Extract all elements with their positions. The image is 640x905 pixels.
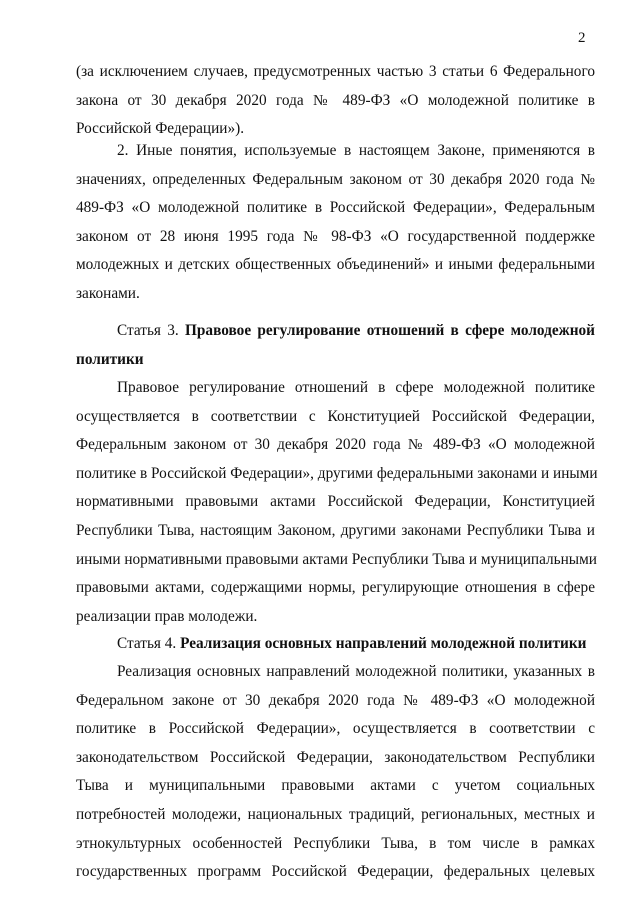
article-4-heading-line [76,630,595,659]
article-4-prefix: Статья 4. [117,635,177,652]
text-line: осуществляется в соответствии с Конституцией Российской Федерации, [76,407,595,425]
article-3-heading [76,317,595,374]
article-3-body [76,374,598,631]
article-3-prefix: Статья 3. [117,322,179,339]
paragraph-item-2 [76,137,595,309]
text-line: законом от 28 июня 1995 года № 98-ФЗ «О государственной поддержке [76,227,595,245]
text-line: законами. [76,284,140,302]
article-3-title: Правовое регулирование отношений в сфере молодежной [185,322,596,339]
article-4-heading [76,630,595,659]
article-3-title-cont: политики [76,350,144,368]
text-line: значениях, определенных Федеральным законом от 30 декабря 2020 года № [76,170,595,188]
text-line: 2. Иные понятия, используемые в настоящем Законе, применяются в [117,142,595,159]
text-line: законодательством Российской Федерации, законодательством Республики [76,748,595,766]
text-line: этнокультурных особенностей Республики Тыва, в том числе в рамках [76,834,595,852]
text-line: правовыми актами, содержащими нормы, регулирующие отношения в сфере [76,579,595,597]
paragraph-continuation [76,58,595,144]
text-line: реализации прав молодежи. [76,607,258,625]
text-line: политике в Российской Федерации», другими федеральными законами и иными [76,464,598,482]
text-line: Реализация основных направлений молодежной политики, указанных в [117,663,595,680]
text-line: Республики Тыва, настоящим Законом, другими законами Республики Тыва и [76,521,595,539]
text-line: нормативными правовыми актами Российской Федерации, Конституцией [76,493,595,511]
text-line: Российской Федерации»). [76,120,245,138]
text-line: Правовое регулирование отношений в сфере молодежной политике [117,379,595,396]
text-line: политике в Российской Федерации», осуществляется в соответствии с [76,720,595,738]
text-line: Федеральным законом от 30 декабря 2020 года № 489-ФЗ «О молодежной [76,436,595,454]
text-line: государственных программ Российской Федерации, федеральных целевых [76,863,595,881]
page-number: 2 [578,30,586,46]
text-line: иными нормативными правовыми актами Республики Тыва и муниципальными [76,550,597,568]
article-3-heading-line [76,346,595,375]
article-3-heading-line [76,317,595,346]
text-line: Федеральном законе от 30 декабря 2020 года № 489-ФЗ «О молодежной [76,691,595,709]
article-4-title: Реализация основных направлений молодежной политики [180,635,587,652]
text-line: (за исключением случаев, предусмотренных частью 3 статьи 6 Федерального [76,63,595,80]
text-line: Тыва и муниципальными правовыми актами с учетом социальных [76,777,595,795]
text-line: молодежных и детских общественных объединений» и иными федеральными [76,256,595,274]
text-line: закона от 30 декабря 2020 года № 489-ФЗ «О молодежной политике в [76,91,595,109]
text-line: потребностей молодежи, национальных традиций, региональных, местных и [76,805,595,823]
text-line: 489-ФЗ «О молодежной политике в Российской Федерации», Федеральным [76,199,595,217]
article-4-body [76,658,595,887]
